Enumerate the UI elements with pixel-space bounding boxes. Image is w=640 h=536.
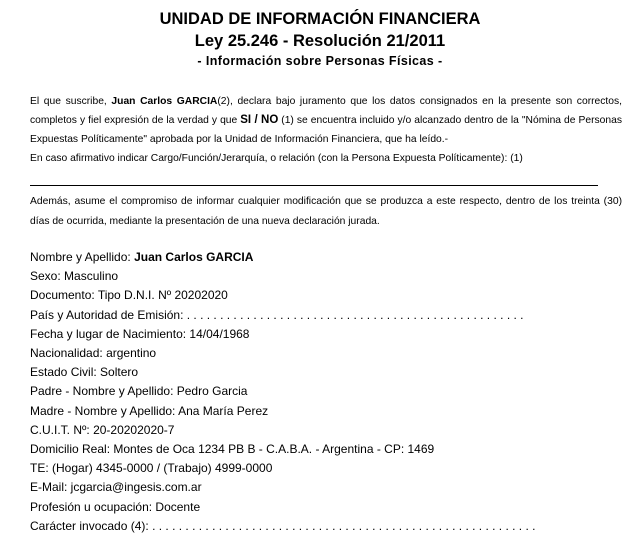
field-label: C.U.I.T. Nº: — [30, 422, 94, 437]
field-row — [30, 498, 535, 517]
field-value: 20-20202020-7 — [93, 422, 175, 437]
field-label: E-Mail: — [30, 480, 71, 495]
declaration-text — [30, 92, 622, 149]
field-row — [30, 459, 535, 478]
field-value: 14/04/1968 — [189, 326, 250, 341]
declaration-el: El — [30, 96, 40, 107]
field-value: (Hogar) 4345-0000 / (Trabajo) 4999-0000 — [52, 461, 273, 476]
field-value: Montes de Oca 1234 PB B - C.A.B.A. - Argentina - CP: 1469 — [113, 442, 435, 457]
si-no-option: SI / NO — [240, 114, 279, 126]
field-label: Documento: — [30, 288, 98, 303]
field-label: Sexo: — [30, 269, 65, 284]
field-row — [30, 517, 535, 536]
field-row — [30, 421, 535, 440]
field-label: Nacionalidad: — [30, 346, 107, 361]
field-label: Fecha y lugar de Nacimiento: — [30, 326, 190, 341]
field-label: TE: — [30, 461, 53, 476]
field-row — [30, 325, 535, 344]
field-label: Profesión u ocupación: — [30, 499, 156, 514]
field-value: argentino — [106, 346, 157, 361]
field-value: . . . . . . . . . . . . . . . . . . . . . . . . . . . . . . . . . . . . . . . . . . . . . . . . . . . — [186, 307, 524, 322]
field-row — [30, 382, 535, 401]
field-label: Padre - Nombre y Apellido: — [30, 384, 177, 399]
declaration-body: (2), declara bajo juramento que los datos consignados en la presente son correctos, completos y fiel expresión de la verdad y que — [30, 96, 623, 126]
field-label: Madre - Nombre y Apellido: — [30, 403, 179, 418]
declarant-name: Juan Carlos GARCIA — [111, 96, 218, 107]
declaration-intro: que suscribe, — [39, 96, 112, 107]
field-value: . . . . . . . . . . . . . . . . . . . . . . . . . . . . . . . . . . . . . . . . . . . . . . . . . . . . . . . . . . — [152, 518, 536, 533]
field-row — [30, 286, 535, 305]
commitment-paragraph: Además, asume el compromiso de informar cualquier modificación que se produzca a este respecto, dentro de los treinta (30) días de ocurrida, mediante la presentación de una nueva declaración jurada. — [30, 196, 622, 227]
field-value: Pedro Garcia — [176, 384, 248, 399]
field-row — [30, 267, 535, 286]
declaration-paragraph — [30, 92, 622, 168]
form-law-reference: Ley 25.246 - Resolución 21/2011 — [194, 32, 446, 50]
form-subtitle: - Información sobre Personas Físicas - — [197, 54, 443, 68]
field-label: Domicilio Real: — [30, 442, 114, 457]
form-title: UNIDAD DE INFORMACIÓN FINANCIERA — [159, 10, 481, 28]
field-value: jcgarcia@ingesis.com.ar — [70, 480, 202, 495]
field-row — [30, 363, 535, 382]
field-value: Masculino — [64, 269, 119, 284]
field-row — [30, 344, 535, 363]
field-value: Docente — [155, 499, 201, 514]
field-value: Ana María Perez — [178, 403, 269, 418]
field-value: Soltero — [100, 365, 139, 380]
pep-relation-answer-line — [30, 185, 598, 186]
field-value: Juan Carlos GARCIA — [134, 250, 254, 264]
field-label: País y Autoridad de Emisión: — [30, 307, 187, 322]
field-row — [30, 248, 535, 267]
field-row — [30, 440, 535, 459]
field-row — [30, 478, 535, 497]
declaration-end: (1) se encuentra incluido y/o alcanzado dentro de la "Nómina de Personas Expuestas Políticamente" aprobada por la Unidad de Información Financiera, que ha leído.- — [30, 115, 622, 145]
field-row — [30, 402, 535, 421]
field-label: Estado Civil: — [30, 365, 101, 380]
field-label: Nombre y Apellido: — [30, 250, 135, 264]
personal-data-list — [30, 248, 535, 536]
field-value: Tipo D.N.I. Nº 20202020 — [97, 288, 228, 303]
field-label: Carácter invocado (4): — [30, 518, 153, 533]
pep-relation-prompt: En caso afirmativo indicar Cargo/Función/Jerarquía, o relación (con la Persona Expuesta Políticamente): (1) — [30, 153, 523, 164]
field-row — [30, 306, 535, 325]
